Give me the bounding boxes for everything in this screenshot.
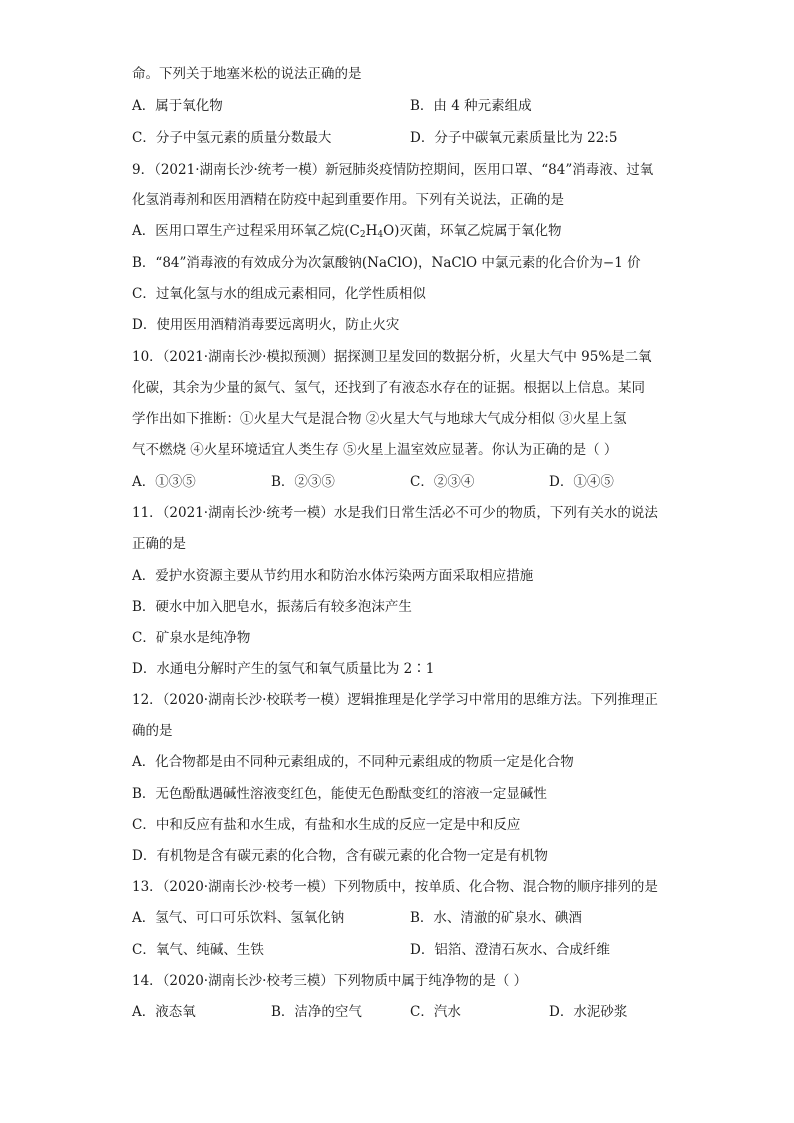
q11-option-a: A．爱护水资源主要从节约用水和防治水体污染两方面采取相应措施 [132,568,534,584]
q9-option-c: C．过氧化氢与水的组成元素相同，化学性质相似 [132,286,426,302]
q8-stem-tail: 命。下列关于地塞米松的说法正确的是 [132,66,362,82]
q9-option-a-sub-1: 2 [359,230,366,240]
q9-stem-line-1: 9．（2021·湖南长沙·统考一模）新冠肺炎疫情防控期间，医用口罩、“84”消毒液、过氧 [132,162,654,178]
q13-stem: 13．（2020·湖南长沙·校考一模）下列物质中，按单质、化合物、混合物的顺序排列的是 [132,879,658,895]
q9-option-a-text-1: A．医用口罩生产过程采用环氧乙烷(C [132,223,360,239]
q11-stem-line-1: 11．（2021·湖南长沙·统考一模）水是我们日常生活必不可少的物质，下列有关水的说法 [132,505,658,521]
q11-stem-line-2: 正确的是 [132,536,186,552]
q14-option-d: D．水泥砂浆 [549,1004,628,1020]
q12-option-c: C．中和反应有盐和水生成，有盐和水生成的反应一定是中和反应 [132,817,521,833]
q11-option-c: C．矿泉水是纯净物 [132,630,251,646]
q12-stem-line-1: 12．（2020·湖南长沙·校联考一模）逻辑推理是化学学习中常用的思维方法。下列推理正 [132,692,658,708]
q11-option-d: D．水通电分解时产生的氢气和氧气质量比为 2∶1 [132,661,435,677]
q8-option-c: C．分子中氢元素的质量分数最大 [132,130,332,146]
q10-option-c: C．②③④ [410,474,475,490]
q9-option-b: B．“84”消毒液的有效成分为次氯酸钠(NaClO)，NaClO 中氯元素的化合价为−1 价 [132,255,641,271]
q13-option-d: D．铝箔、澄清石灰水、合成纤维 [410,942,610,958]
q9-option-a-sub-2: 4 [377,230,384,240]
q10-option-b: B．②③⑤ [271,474,335,490]
q8-option-d: D．分子中碳氧元素质量比为 22:5 [410,130,618,146]
q14-option-c: C．汽水 [410,1004,461,1020]
q8-option-a: A．属于氧化物 [132,98,223,114]
q12-option-d: D．有机物是含有碳元素的化合物，含有碳元素的化合物一定是有机物 [132,848,548,864]
q10-stem-line-4: 气不燃烧 ④火星环境适宜人类生存 ⑤火星上温室效应显著。你认为正确的是（ ） [132,442,618,458]
q10-stem-line-1: 10．（2021·湖南长沙·模拟预测）据探测卫星发回的数据分析，火星大气中 95%是二氧 [132,349,652,365]
q8-option-b: B．由 4 种元素组成 [410,98,532,114]
q14-option-a: A．液态氧 [132,1004,196,1020]
q9-stem-line-2: 化氢消毒剂和医用酒精在防疫中起到重要作用。下列有关说法，正确的是 [132,192,564,208]
q10-option-d: D．①④⑤ [549,474,614,490]
q13-option-b: B．水、清澈的矿泉水、碘酒 [410,910,582,926]
q12-option-b: B．无色酚酞遇碱性溶液变红色，能使无色酚酞变红的溶液一定显碱性 [132,786,547,802]
q14-stem: 14．（2020·湖南长沙·校考三模）下列物质中属于纯净物的是（ ） [132,973,528,989]
q14-option-b: B．洁净的空气 [271,1004,362,1020]
q11-option-b: B．硬水中加入肥皂水，振荡后有较多泡沫产生 [132,599,412,615]
q12-stem-line-2: 确的是 [132,723,173,739]
q13-option-a: A．氢气、可口可乐饮料、氢氧化钠 [132,910,345,926]
q10-stem-line-3: 学作出如下推断：①火星大气是混合物 ②火星大气与地球大气成分相似 ③火星上氢 [132,411,627,427]
q10-stem-line-2: 化碳，其余为少量的氮气、氢气，还找到了有液态水存在的证据。根据以上信息。某同 [132,380,645,396]
q9-option-a [132,221,561,245]
q12-option-a: A．化合物都是由不同种元素组成的，不同种元素组成的物质一定是化合物 [132,754,574,770]
q9-option-d: D．使用医用酒精消毒要远离明火，防止火灾 [132,317,400,333]
q10-option-a: A．①③⑤ [132,474,196,490]
q13-option-c: C．氧气、纯碱、生铁 [132,942,264,958]
q9-option-a-text-2: H [365,223,378,239]
q9-option-a-text-3: O)灭菌，环氧乙烷属于氧化物 [383,223,562,239]
